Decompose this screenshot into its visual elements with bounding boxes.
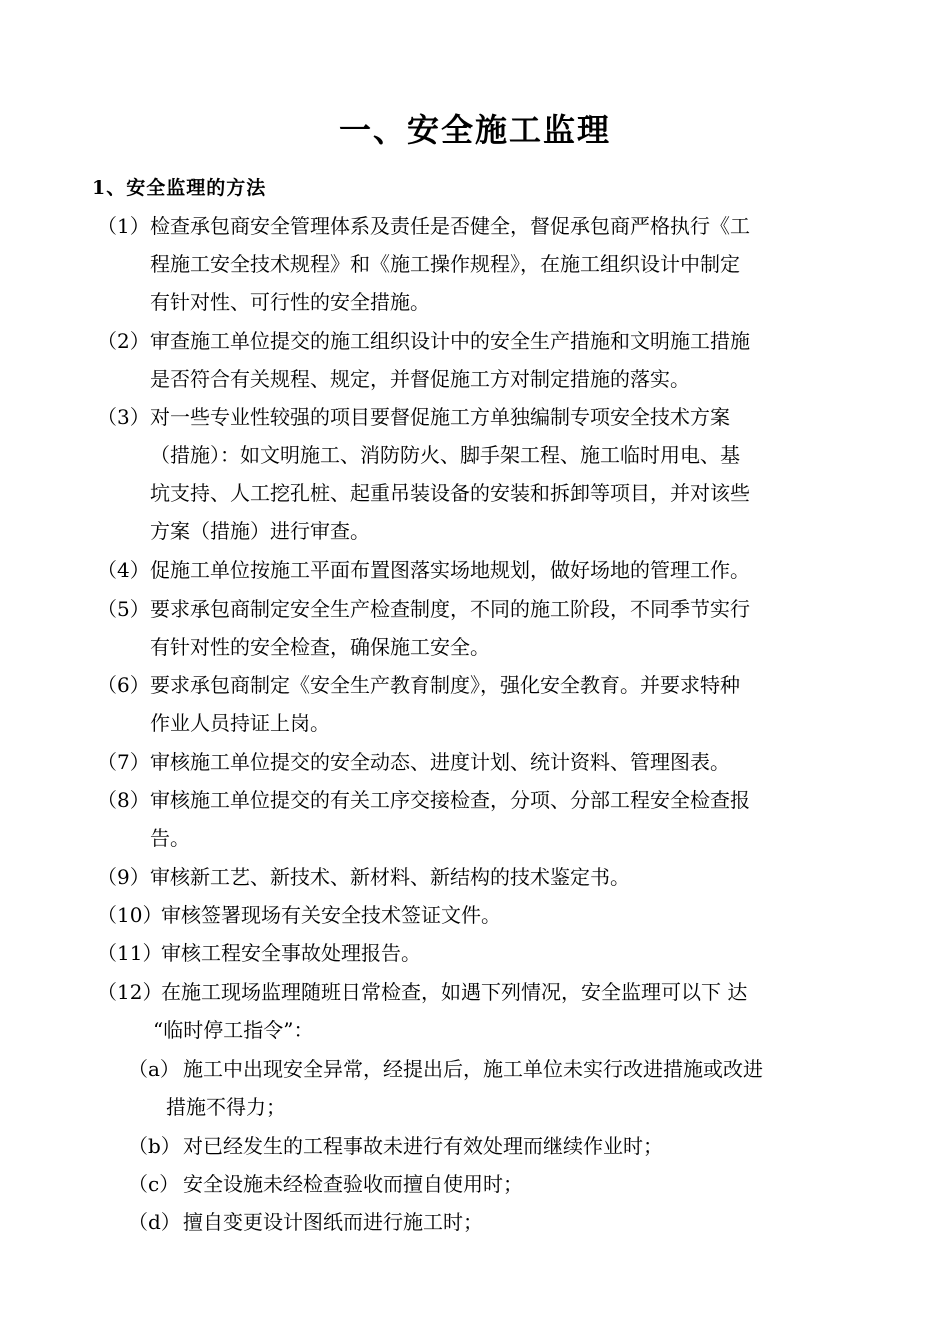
sub-list-item: [128, 1203, 838, 1241]
item-text-line: 作业人员持证上岗。: [150, 711, 330, 735]
item-text-line: 施工中出现安全异常，经提出后，施工单位未实行改进措施或改进: [183, 1057, 763, 1081]
item-text-line: “临时停工指令”：: [153, 1018, 314, 1042]
item-text-line: 促施工单位按施工平面布置图落实场地规划，做好场地的管理工作。: [150, 558, 750, 582]
item-text-line: 对一些专业性较强的项目要督促施工方单独编制专项安全技术方案: [150, 405, 730, 429]
item-text-line: 擅自变更设计图纸而进行施工时；: [183, 1210, 483, 1234]
sub-list-item: [128, 1127, 838, 1165]
item-text-line: （措施）：如文明施工、消防防火、脚手架工程、施工临时用电、基: [150, 443, 740, 467]
item-text-line: 审查施工单位提交的施工组织设计中的安全生产措施和文明施工措施: [150, 329, 750, 353]
item-text-line: 要求承包商制定《安全生产教育制度》，强化安全教育。并要求特种: [150, 673, 740, 697]
item-number: （5）: [97, 597, 150, 621]
list-item: [97, 743, 837, 781]
item-text-line: 要求承包商制定安全生产检查制度，不同的施工阶段，不同季节实行: [150, 597, 750, 621]
list-item: [97, 934, 837, 972]
item-text-line: 检查承包商安全管理体系及责任是否健全，督促承包商严格执行《工: [150, 214, 750, 238]
sub-item-letter: （d）: [128, 1210, 181, 1234]
item-text-line: 安全设施未经检查验收而擅自使用时；: [183, 1172, 523, 1196]
list-item: [97, 666, 837, 742]
page-title: 一、安全施工监理: [338, 111, 611, 149]
item-text-line: 有针对性、可行性的安全措施。: [150, 290, 430, 314]
item-number: （10）: [97, 903, 163, 927]
sub-item-letter: （c）: [128, 1172, 180, 1196]
list-item: [97, 398, 837, 550]
item-number: （8）: [97, 788, 150, 812]
item-number: （9）: [97, 865, 150, 889]
item-text-line: 措施不得力；: [166, 1095, 286, 1119]
section-heading: 1、安全监理的方法: [92, 177, 267, 199]
list-item: [97, 858, 837, 896]
item-text-line: 审核施工单位提交的有关工序交接检查，分项、分部工程安全检查报: [150, 788, 750, 812]
sub-item-letter: （b）: [128, 1134, 181, 1158]
item-text-line: 审核新工艺、新技术、新材料、新结构的技术鉴定书。: [150, 865, 630, 889]
item-text-line: 方案（措施）进行审查。: [150, 519, 370, 543]
list-item: [97, 322, 837, 398]
list-item: [97, 781, 837, 857]
item-text-line: 对已经发生的工程事故未进行有效处理而继续作业时；: [183, 1134, 663, 1158]
sub-list-item: [128, 1050, 838, 1126]
item-text-line: 是否符合有关规程、规定，并督促施工方对制定措施的落实。: [150, 367, 690, 391]
item-text-line: 审核签署现场有关安全技术签证文件。: [161, 903, 501, 927]
item-number: （7）: [97, 750, 150, 774]
item-number: （2）: [97, 329, 150, 353]
item-number: （4）: [97, 558, 150, 582]
list-item: [97, 896, 837, 934]
item-text-line: 程施工安全技术规程》和《施工操作规程》，在施工组织设计中制定: [150, 252, 740, 276]
item-text-line: 告。: [150, 826, 190, 850]
item-text-line: 在施工现场监理随班日常检查，如遇下列情况，安全监理可以下 达: [161, 980, 748, 1004]
list-item: [97, 973, 837, 1049]
item-text-line: 坑支持、人工挖孔桩、起重吊装设备的安装和拆卸等项目，并对该些: [150, 481, 750, 505]
item-text-line: 审核施工单位提交的安全动态、进度计划、统计资料、管理图表。: [150, 750, 730, 774]
sub-list-item: [128, 1165, 838, 1203]
sub-item-letter: （a）: [128, 1057, 180, 1081]
item-number: （11）: [97, 941, 163, 965]
item-number: （12）: [97, 980, 163, 1004]
item-number: （6）: [97, 673, 150, 697]
list-item: [97, 590, 837, 666]
item-number: （3）: [97, 405, 150, 429]
item-text-line: 有针对性的安全检查，确保施工安全。: [150, 635, 490, 659]
item-number: （1）: [97, 214, 150, 238]
item-text-line: 审核工程安全事故处理报告。: [161, 941, 421, 965]
list-item: [97, 551, 837, 589]
list-item: [97, 207, 837, 321]
